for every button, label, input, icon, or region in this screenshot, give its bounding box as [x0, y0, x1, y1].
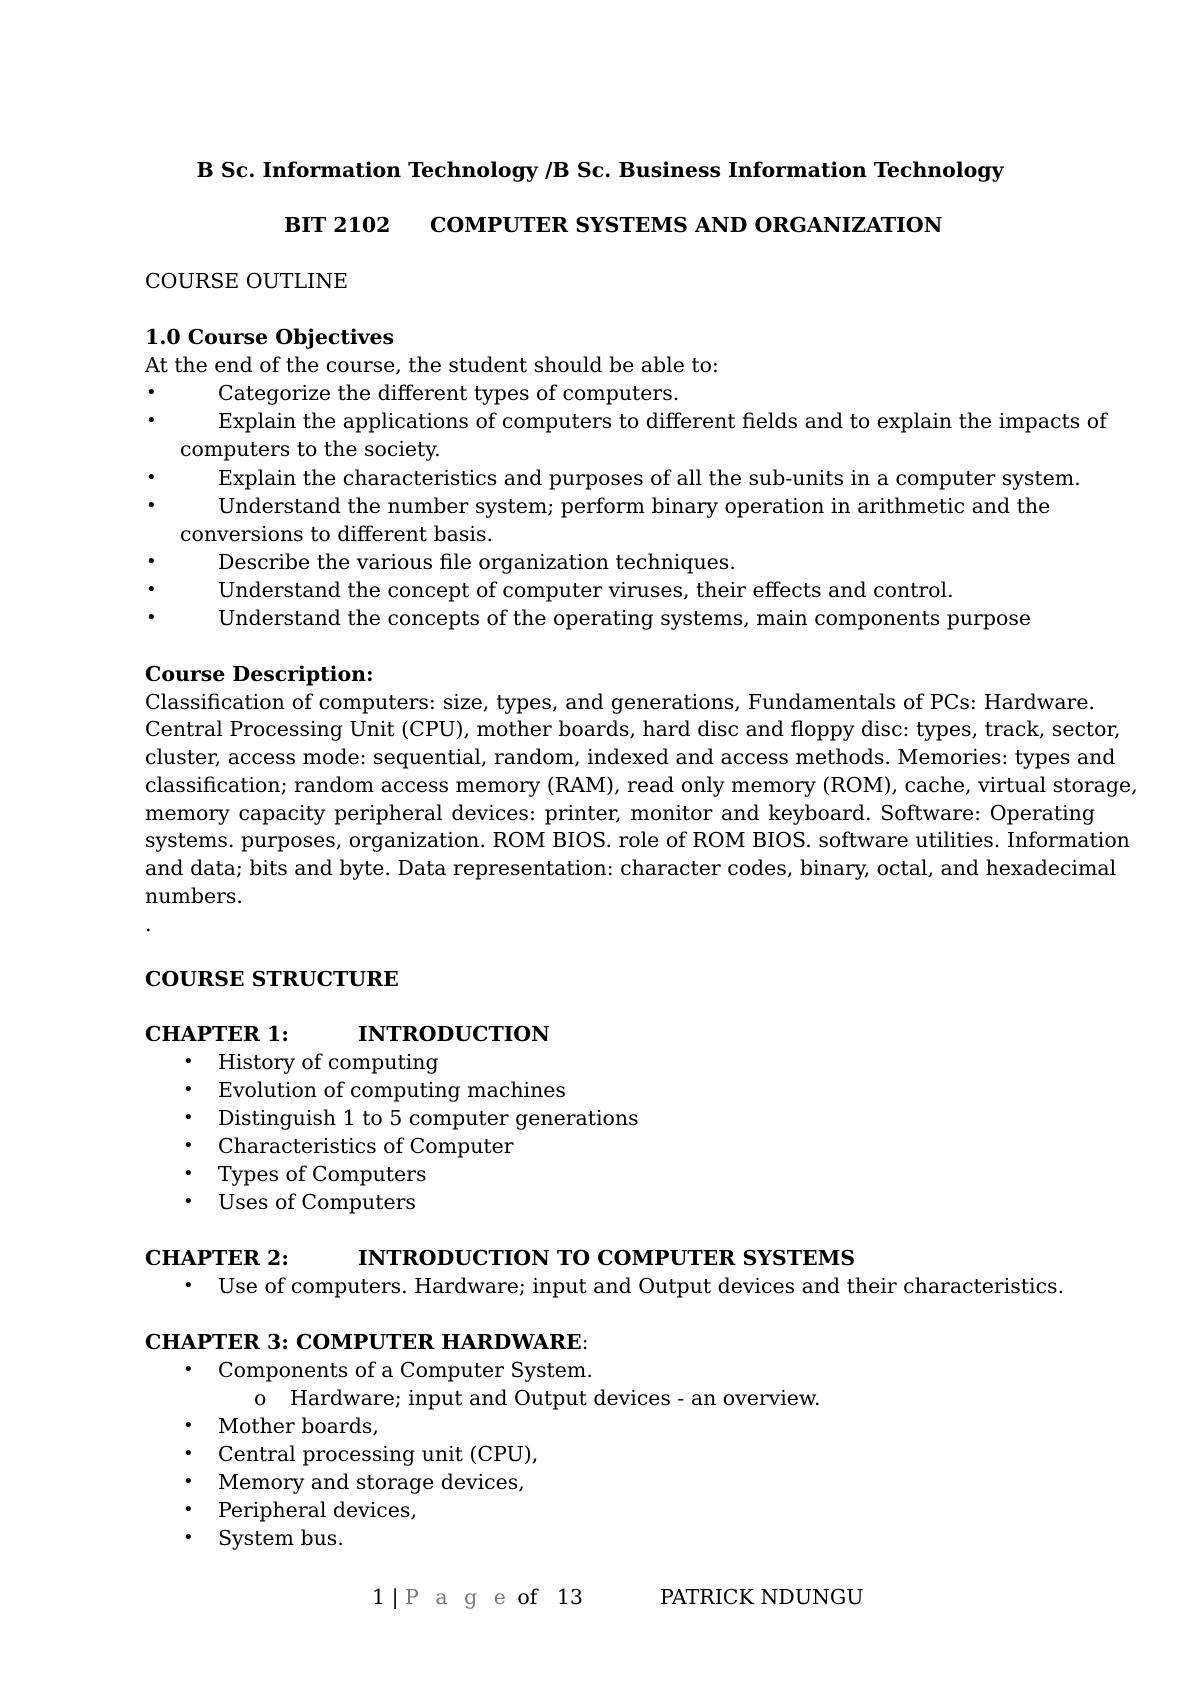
sub-item-marker: o — [254, 1386, 267, 1410]
bullet-icon: • — [146, 607, 157, 628]
author-name: PATRICK NDUNGU — [660, 1585, 864, 1609]
chapter-1-label: CHAPTER 1: — [145, 1022, 289, 1046]
bullet-icon: • — [183, 1275, 194, 1296]
bullet-icon: • — [183, 1191, 194, 1212]
chapter-2-title: INTRODUCTION TO COMPUTER SYSTEMS — [358, 1246, 856, 1270]
page-number: 1 — [372, 1585, 386, 1609]
bullet-icon: • — [183, 1051, 194, 1072]
chapter-item: Characteristics of Computer — [218, 1134, 514, 1158]
bullet-icon: • — [146, 382, 157, 403]
description-line: classification; random access memory (RAM), read only memory (ROM), cache, virtual storage, — [145, 773, 1138, 797]
objective-item: Explain the characteristics and purposes of all the sub-units in a computer system. — [218, 466, 1081, 490]
description-line: and data; bits and byte. Data representation: character codes, binary, octal, and hexadecimal — [145, 856, 1117, 880]
bullet-icon: • — [183, 1499, 194, 1520]
page-footer — [372, 1584, 583, 1610]
objective-item: Categorize the different types of computers. — [218, 381, 680, 405]
chapter-item: Mother boards, — [218, 1414, 379, 1438]
chapter-item: Types of Computers — [218, 1162, 427, 1186]
bullet-icon: • — [183, 1163, 194, 1184]
bullet-icon: • — [183, 1471, 194, 1492]
bullet-icon: • — [146, 495, 157, 516]
description-line: numbers. — [145, 884, 243, 908]
course-code: BIT 2102 — [284, 213, 391, 237]
description-line: Classification of computers: size, types, and generations, Fundamentals of PCs: Hardware. — [145, 690, 1095, 714]
course-title: COMPUTER SYSTEMS AND ORGANIZATION — [430, 213, 943, 237]
bullet-icon: • — [183, 1359, 194, 1380]
course-outline-heading: COURSE OUTLINE — [145, 269, 349, 293]
bullet-icon: • — [146, 410, 157, 431]
chapter-1-title: INTRODUCTION — [358, 1022, 550, 1046]
objective-item-continued: conversions to different basis. — [180, 522, 494, 546]
page-label: P a g e — [405, 1585, 511, 1609]
chapter-item: History of computing — [218, 1050, 439, 1074]
chapter-item: Use of computers. Hardware; input and Output devices and their characteristics. — [218, 1274, 1065, 1298]
bullet-icon: • — [183, 1443, 194, 1464]
description-line: systems. purposes, organization. ROM BIOS. role of ROM BIOS. software utilities. Information — [145, 828, 1130, 852]
chapter-item: Distinguish 1 to 5 computer generations — [218, 1106, 639, 1130]
chapter-item: Uses of Computers — [218, 1190, 416, 1214]
bullet-icon: • — [146, 551, 157, 572]
objective-item-continued: computers to the society. — [180, 437, 441, 461]
course-structure-heading: COURSE STRUCTURE — [145, 967, 399, 991]
page-separator: | — [391, 1585, 399, 1609]
objectives-intro: At the end of the course, the student should be able to: — [145, 353, 719, 377]
program-title: B Sc. Information Technology /B Sc. Business Information Technology — [196, 158, 1004, 182]
objectives-heading: 1.0 Course Objectives — [145, 325, 395, 349]
description-line: Central Processing Unit (CPU), mother boards, hard disc and floppy disc: types, track, sector, — [145, 717, 1121, 741]
description-trailing-dot: . — [145, 912, 152, 936]
total-pages: 13 — [556, 1585, 583, 1609]
chapter-item: Memory and storage devices, — [218, 1470, 525, 1494]
chapter-sub-item: Hardware; input and Output devices - an overview. — [290, 1386, 821, 1410]
objective-item: Understand the number system; perform binary operation in arithmetic and the — [218, 494, 1051, 518]
bullet-icon: • — [183, 1079, 194, 1100]
bullet-icon: • — [183, 1107, 194, 1128]
chapter-item: System bus. — [218, 1526, 344, 1550]
objective-item: Describe the various file organization techniques. — [218, 550, 736, 574]
chapter-3-heading-suffix: : — [581, 1330, 589, 1354]
of-label: of — [517, 1585, 538, 1609]
bullet-icon: • — [183, 1527, 194, 1548]
objective-item: Explain the applications of computers to different fields and to explain the impacts of — [218, 409, 1107, 433]
chapter-item: Components of a Computer System. — [218, 1358, 593, 1382]
chapter-item: Evolution of computing machines — [218, 1078, 566, 1102]
objective-item: Understand the concepts of the operating systems, main components purpose — [218, 606, 1031, 630]
chapter-item: Central processing unit (CPU), — [218, 1442, 539, 1466]
bullet-icon: • — [146, 467, 157, 488]
chapter-3-heading-row — [145, 1329, 589, 1355]
bullet-icon: • — [146, 579, 157, 600]
bullet-icon: • — [183, 1415, 194, 1436]
objective-item: Understand the concept of computer viruses, their effects and control. — [218, 578, 954, 602]
chapter-item: Peripheral devices, — [218, 1498, 417, 1522]
chapter-2-label: CHAPTER 2: — [145, 1246, 289, 1270]
description-line: memory capacity peripheral devices: printer, monitor and keyboard. Software: Operating — [145, 801, 1095, 825]
bullet-icon: • — [183, 1135, 194, 1156]
description-heading: Course Description: — [145, 662, 374, 686]
chapter-3-heading: CHAPTER 3: COMPUTER HARDWARE — [145, 1330, 582, 1354]
description-line: cluster, access mode: sequential, random, indexed and access methods. Memories: types and — [145, 745, 1116, 769]
